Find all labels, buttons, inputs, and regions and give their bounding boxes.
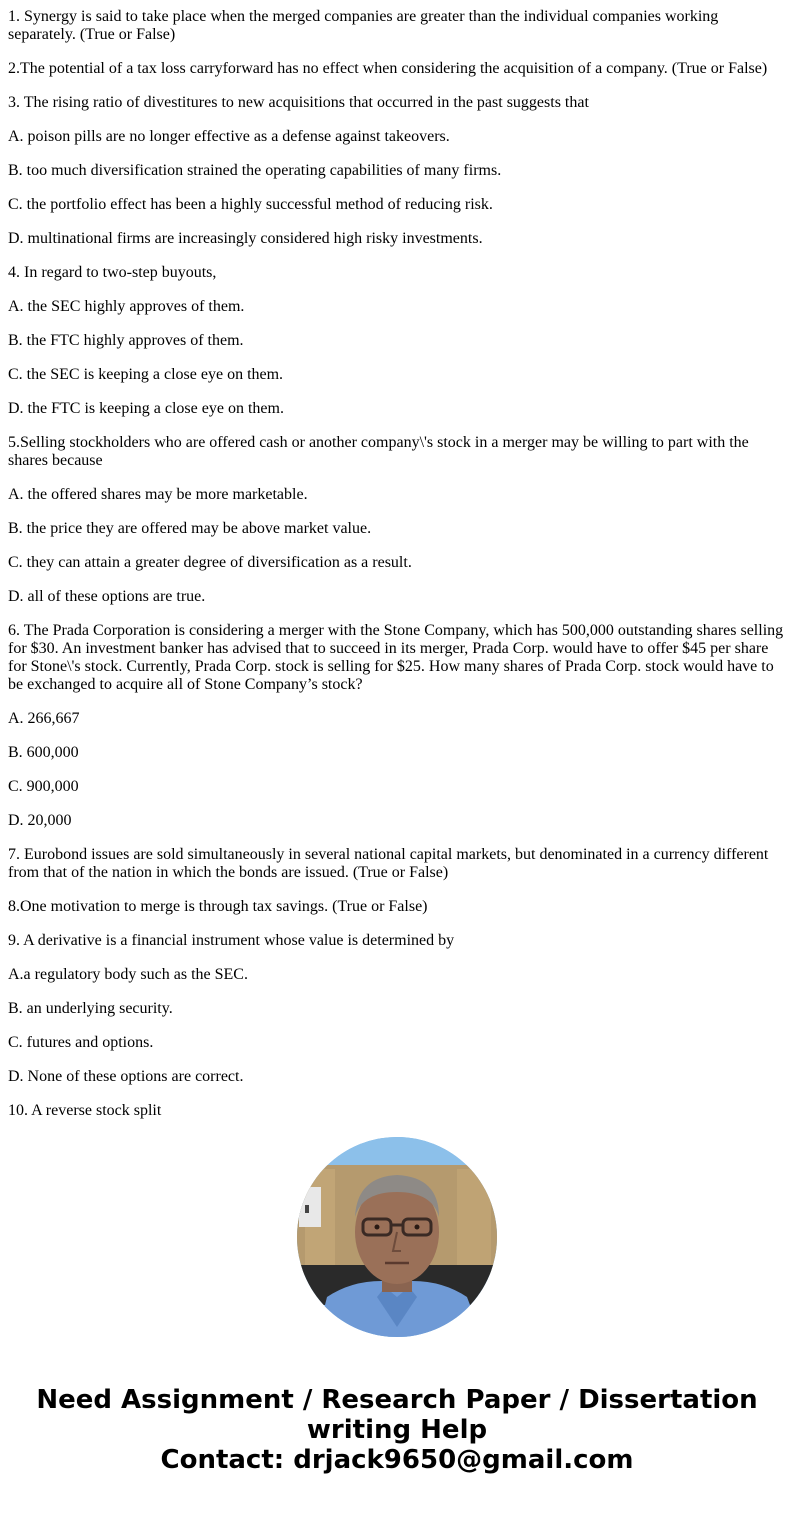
question-7: 7. Eurobond issues are sold simultaneously in several national capital markets, but denominated in a currency different from that of the nation in which the bonds are issued. (True or False) xyxy=(8,846,769,881)
question-4: 4. In regard to two-step buyouts, xyxy=(8,264,217,281)
question-9-option-b: B. an underlying security. xyxy=(8,1000,173,1017)
question-5-option-a: A. the offered shares may be more marketable. xyxy=(8,486,308,503)
question-5: 5.Selling stockholders who are offered cash or another company\'s stock in a merger may be willing to part with the shares because xyxy=(8,434,749,469)
banner-line-1: Need Assignment / Research Paper / Dissertation xyxy=(36,1385,758,1415)
question-9-option-d: D. None of these options are correct. xyxy=(8,1068,244,1085)
contact-banner xyxy=(0,1385,794,1475)
author-portrait-icon xyxy=(297,1137,497,1337)
question-6-option-d: D. 20,000 xyxy=(8,812,72,829)
question-1: 1. Synergy is said to take place when the merged companies are greater than the individual companies working separately. (True or False) xyxy=(8,8,719,43)
question-10: 10. A reverse stock split xyxy=(8,1102,162,1119)
question-8: 8.One motivation to merge is through tax savings. (True or False) xyxy=(8,898,428,915)
question-3-option-d: D. multinational firms are increasingly considered high risky investments. xyxy=(8,230,483,247)
question-6-option-c: C. 900,000 xyxy=(8,778,79,795)
question-2: 2.The potential of a tax loss carryforward has no effect when considering the acquisition of a company. (True or False) xyxy=(8,60,768,77)
question-3-option-a: A. poison pills are no longer effective as a defense against takeovers. xyxy=(8,128,450,145)
question-4-option-d: D. the FTC is keeping a close eye on them. xyxy=(8,400,284,417)
question-3-option-b: B. too much diversification strained the operating capabilities of many firms. xyxy=(8,162,502,179)
question-3: 3. The rising ratio of divestitures to new acquisitions that occurred in the past suggests that xyxy=(8,94,589,111)
question-3-option-c: C. the portfolio effect has been a highly successful method of reducing risk. xyxy=(8,196,493,213)
banner-line-2: writing Help xyxy=(306,1415,488,1445)
question-9: 9. A derivative is a financial instrument whose value is determined by xyxy=(8,932,455,949)
question-6: 6. The Prada Corporation is considering a merger with the Stone Company, which has 500,000 outstanding shares selling for $30. An investment banker has advised that to succeed in its merger, Prada Corp. would have to offer $45 per share for Stone\'s stock. Currently, Prada Corp. stock is selling for $25. How many shares of Prada Corp. stock would have to be exchanged to acquire all of Stone Company’s stock? xyxy=(8,622,784,693)
question-9-option-c: C. futures and options. xyxy=(8,1034,154,1051)
question-4-option-b: B. the FTC highly approves of them. xyxy=(8,332,244,349)
contact-email: Contact: drjack9650@gmail.com xyxy=(160,1445,634,1475)
question-4-option-a: A. the SEC highly approves of them. xyxy=(8,298,245,315)
question-5-option-d: D. all of these options are true. xyxy=(8,588,206,605)
question-4-option-c: C. the SEC is keeping a close eye on them. xyxy=(8,366,284,383)
question-5-option-c: C. they can attain a greater degree of diversification as a result. xyxy=(8,554,412,571)
question-9-option-a: A.a regulatory body such as the SEC. xyxy=(8,966,248,983)
question-6-option-a: A. 266,667 xyxy=(8,710,80,727)
avatar xyxy=(297,1137,497,1337)
question-5-option-b: B. the price they are offered may be above market value. xyxy=(8,520,372,537)
avatar-container xyxy=(0,1137,794,1337)
question-6-option-b: B. 600,000 xyxy=(8,744,79,761)
